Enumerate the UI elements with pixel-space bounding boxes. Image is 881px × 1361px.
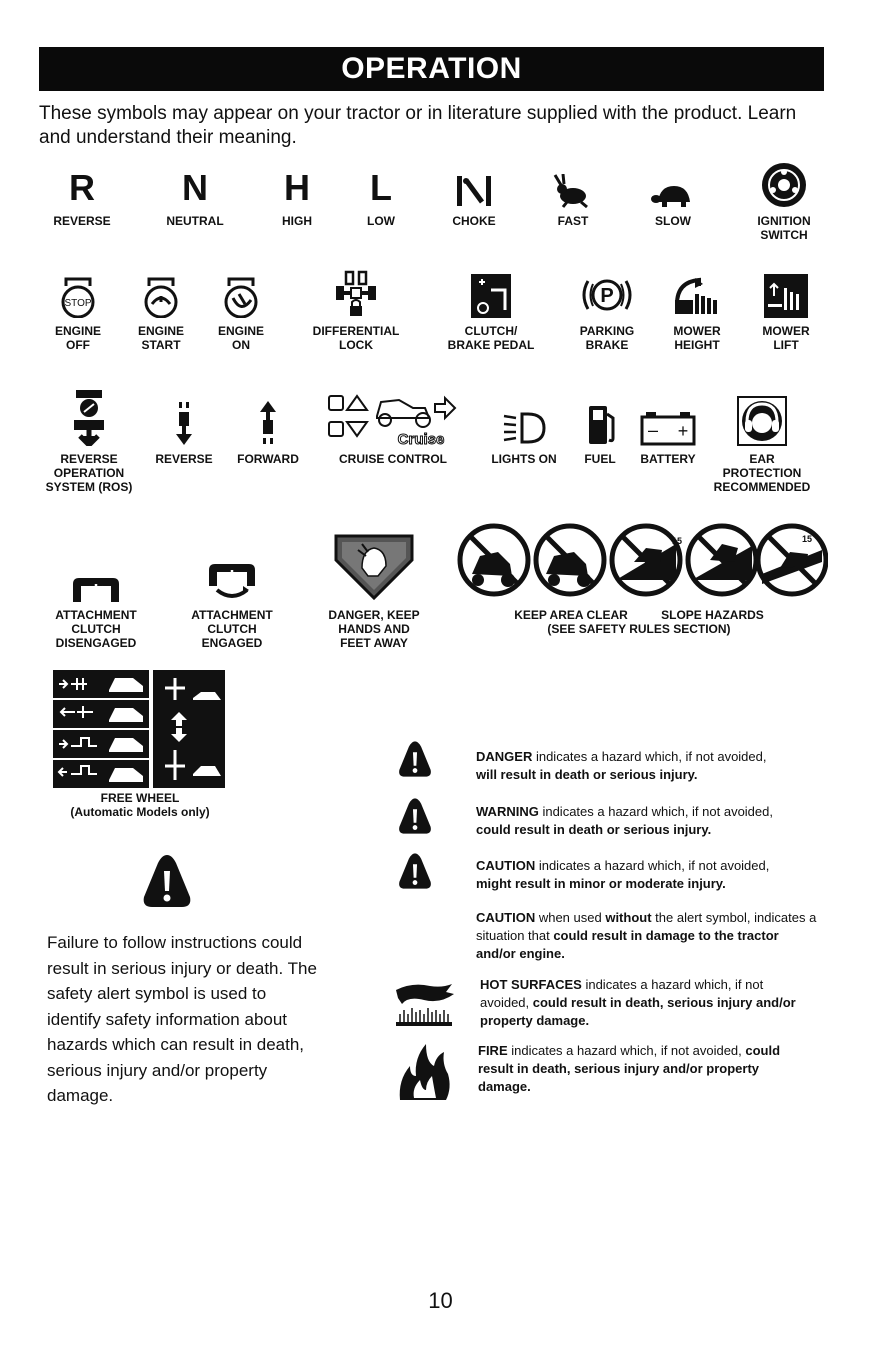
battery-icon: [630, 394, 706, 446]
free-wheel-caption: FREE WHEEL (Automatic Models only): [70, 791, 210, 819]
low-letter: L: [370, 167, 392, 208]
ear-protection-icon: [702, 392, 822, 446]
symbol-fuel: FUEL: [574, 394, 626, 466]
symbol-mower-lift: MOWER LIFT: [752, 268, 820, 352]
symbol-cruise-control: Cruise CRUISE CONTROL: [318, 386, 468, 466]
attachment-clutch-disengaged-icon: [38, 540, 154, 602]
warning-alert-icon: [398, 796, 432, 841]
differential-lock-icon: [300, 268, 412, 318]
intro-text: These symbols may appear on your tractor or in literature supplied with the product. Learn and understand their meaning.: [39, 103, 797, 148]
headlight-icon: [484, 394, 564, 446]
prohibition-icons: [450, 522, 828, 602]
symbol-forward-direction: FORWARD: [228, 394, 308, 466]
reverse-letter: R: [69, 167, 95, 208]
symbol-keep-clear-slope: 15 15 KEEP AREA CLEAR SLOPE HAZARDS (SEE SAFETY RULES SECTION): [450, 522, 828, 636]
caution-alert-icon: [398, 851, 432, 896]
engine-off-icon: [40, 272, 116, 318]
symbol-neutral: N NEUTRAL: [150, 168, 240, 228]
symbol-lights-on: LIGHTS ON: [484, 394, 564, 466]
engine-on-icon: [206, 272, 276, 318]
symbol-clutch-brake: CLUTCH/ BRAKE PEDAL: [438, 268, 544, 352]
ros-icon: [16, 388, 162, 446]
neutral-letter: N: [182, 167, 208, 208]
safety-alert-icon: [142, 853, 192, 914]
keep-hands-away-icon: [316, 526, 432, 602]
fire-icon: [396, 1040, 452, 1107]
symbol-mower-height: MOWER HEIGHT: [662, 268, 732, 352]
symbol-parking-brake: P PARKING BRAKE: [566, 268, 648, 352]
symbol-slow: SLOW: [640, 168, 706, 228]
attachment-clutch-engaged-icon: [174, 540, 290, 602]
fire-definition: FIRE indicates a hazard which, if not avoided, could result in death, serious injury and/or property damage.: [478, 1043, 781, 1094]
free-wheel-icon: [53, 670, 225, 788]
ignition-switch-icon: [746, 158, 822, 208]
danger-alert-icon: [398, 739, 432, 784]
caution-without-symbol-definition: CAUTION when used without the alert symbol, indicates a situation that could result in damage to the tractor and/or engine.: [476, 910, 817, 961]
symbol-differential-lock: DIFFERENTIAL LOCK: [300, 268, 412, 352]
mower-height-icon: [662, 268, 732, 318]
keep-clear-icon-1: [460, 526, 528, 594]
slope-hazard-icon-1: [612, 526, 682, 594]
engine-start-icon: [126, 272, 196, 318]
symbol-ros: REVERSE OPERATION SYSTEM (ROS): [16, 388, 162, 494]
parking-brake-icon: [566, 268, 648, 318]
turtle-icon: [640, 168, 706, 208]
battery-minus-text: –: [647, 420, 659, 440]
cruise-word-text: Cruise: [397, 431, 445, 446]
rabbit-icon: [540, 168, 606, 208]
fuel-pump-icon: [574, 394, 626, 446]
symbol-engine-on: ENGINE ON: [206, 272, 276, 352]
cruise-control-icon: [318, 386, 468, 446]
symbol-attachment-clutch-engaged: ATTACHMENT CLUTCH ENGAGED: [174, 540, 290, 650]
symbol-battery: – + BATTERY: [630, 394, 706, 466]
clutch-brake-pedal-icon: [438, 268, 544, 318]
symbol-ear-protection: EAR PROTECTION RECOMMENDED: [702, 392, 822, 494]
battery-plus-text: +: [677, 421, 689, 441]
symbol-low: L LOW: [346, 168, 416, 228]
symbol-attachment-clutch-disengaged: ATTACHMENT CLUTCH DISENGAGED: [38, 540, 154, 650]
slope-hazard-icon-3: [758, 526, 826, 594]
symbol-choke: CHOKE: [436, 168, 512, 228]
symbol-ignition-switch: IGNITION SWITCH: [746, 158, 822, 242]
mower-lift-icon: [752, 268, 820, 318]
choke-icon: [436, 168, 512, 208]
symbol-engine-start: ENGINE START: [126, 272, 196, 352]
section-banner: OPERATION: [39, 47, 824, 91]
symbol-high: H HIGH: [262, 168, 332, 228]
engine-off-stop-text: STOP: [64, 298, 92, 309]
symbol-fast: FAST: [540, 168, 606, 228]
high-letter: H: [284, 167, 310, 208]
caution-definition: CAUTION indicates a hazard which, if not avoided, might result in minor or moderate injury.: [476, 858, 770, 891]
reverse-arrow-icon: [148, 394, 220, 446]
slope-number-text-1: 15: [672, 536, 683, 546]
symbol-engine-off: STOP ENGINE OFF: [40, 272, 116, 352]
symbol-reverse-direction: REVERSE: [148, 394, 220, 466]
hot-surface-icon: [394, 980, 456, 1031]
danger-definition: DANGER indicates a hazard which, if not avoided, will result in death or serious injury.: [476, 749, 767, 782]
page-number: 10: [428, 1288, 453, 1313]
slope-hazard-icon-2: [688, 526, 756, 594]
parking-p-text: P: [600, 285, 614, 307]
failure-text: Failure to follow instructions could result in serious injury or death. The safety alert symbol is used to identify safety information about hazards which can result in death, serious injury and/or property damage.: [47, 933, 317, 1105]
hot-surfaces-definition: HOT SURFACES indicates a hazard which, if not avoided, could result in death, serious injury and/or property damage.: [480, 977, 796, 1028]
symbol-reverse: R REVERSE: [42, 168, 122, 228]
keep-clear-icon-2: [536, 526, 604, 594]
slope-number-text-2: 15: [802, 534, 813, 544]
warning-definition: WARNING indicates a hazard which, if not avoided, could result in death or serious injury.: [476, 804, 773, 837]
symbol-keep-hands-feet-away: DANGER, KEEP HANDS AND FEET AWAY: [316, 526, 432, 650]
forward-arrow-icon: [228, 394, 308, 446]
